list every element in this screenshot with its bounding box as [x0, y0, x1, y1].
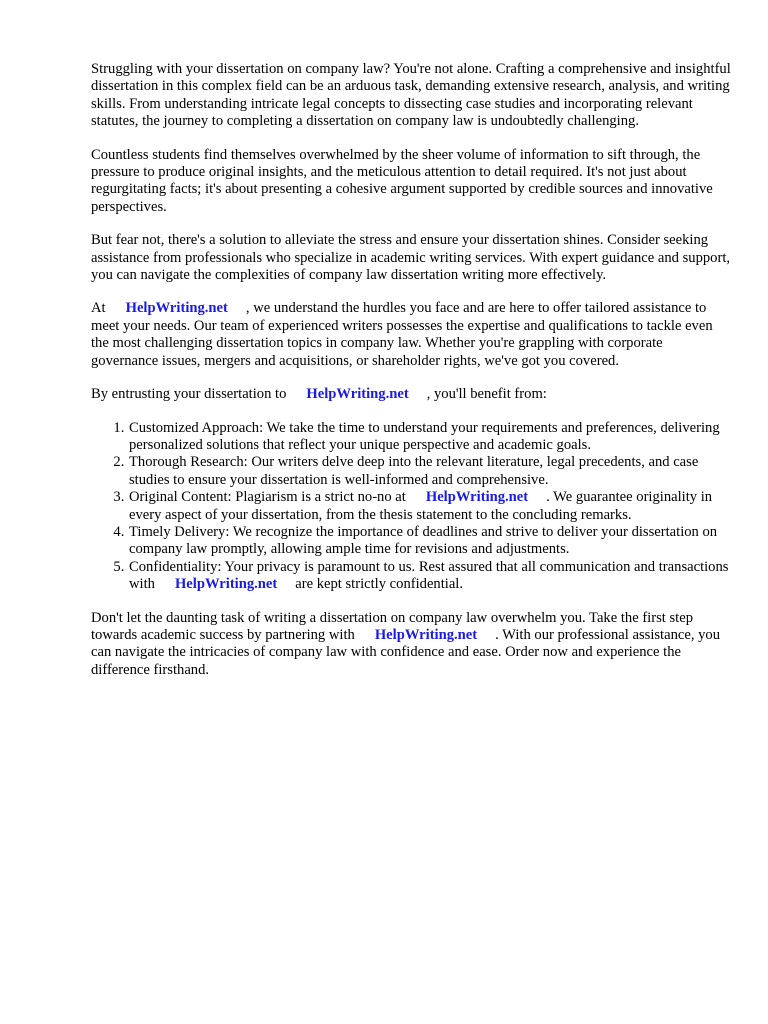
challenges-paragraph: Countless students find themselves overwhelmed by the sheer volume of information to sift through, the pressure to produce original insights, and the meticulous attention to detail required. It's not just about regurgitating facts; it's about presenting a cohesive argument supported by credible sources and innovative perspectives.	[91, 146, 713, 215]
service-paragraph	[91, 300, 731, 370]
document-body	[91, 61, 731, 695]
closing-paragraph-lead: Don't let the daunting task of writing a dissertation on company law overwhelm you. Take the first step towards academic success by partnering with	[91, 609, 693, 643]
service-paragraph-lead: At	[91, 300, 106, 317]
closing-paragraph-rest: . With our professional assistance, you can navigate the intricacies of company law with confidence and ease. Order now and experience the difference firsthand.	[91, 626, 721, 678]
benefits-intro-paragraph	[91, 386, 731, 403]
list-item: 4. Timely Delivery: We recognize the importance of deadlines and strive to deliver your dissertation on company law promptly, allowing ample time for revisions and adjustments.	[128, 524, 731, 559]
benefits-intro-rest: , you'll benefit from:	[426, 386, 547, 403]
list-item	[128, 489, 731, 524]
helpwriting-link[interactable]: HelpWriting.net	[306, 386, 409, 403]
list-item: 2. Thorough Research: Our writers delve deep into the relevant literature, legal precedents, and case studies to ensure your dissertation is well-informed and comprehensive.	[128, 454, 731, 489]
benefits-intro-lead: By entrusting your dissertation to	[91, 386, 287, 403]
helpwriting-link[interactable]: HelpWriting.net	[425, 489, 529, 506]
list-item-rest: are kept strictly confidential.	[295, 576, 464, 593]
helpwriting-link[interactable]: HelpWriting.net	[174, 576, 278, 593]
list-item-rest: . We guarantee originality in every aspect of your dissertation, from the thesis statement to the concluding remarks.	[129, 489, 713, 523]
service-paragraph-rest: , we understand the hurdles you face and are here to offer tailored assistance to meet your needs. Our team of experienced writers possesses the expertise and qualifications to tackle even the most challenging dissertation topics in company law. Whether you're grappling with corporate governance issues, mergers and acquisitions, or shareholder rights, we've got you covered.	[91, 300, 713, 369]
benefits-list	[91, 420, 731, 594]
helpwriting-link[interactable]: HelpWriting.net	[125, 300, 228, 317]
list-item	[128, 559, 731, 594]
list-item: 1. Customized Approach: We take the time to understand your requirements and preferences, delivering personalized solutions that reflect your unique perspective and academic goals.	[128, 420, 731, 455]
closing-paragraph	[91, 610, 731, 680]
list-item-lead: Confidentiality: Your privacy is paramount to us. Rest assured that all communication and transactions with	[129, 558, 729, 593]
list-item-lead: Original Content: Plagiarism is a strict no-no at	[129, 489, 406, 506]
intro-paragraph: Struggling with your dissertation on company law? You're not alone. Crafting a comprehensive and insightful dissertation in this complex field can be an arduous task, demanding extensive research, analysis, and writing skills. From understanding intricate legal concepts to dissecting case studies and incorporating relevant statutes, the journey to completing a dissertation on company law is undoubtedly challenging.	[91, 61, 731, 130]
solution-paragraph: But fear not, there's a solution to alleviate the stress and ensure your dissertation shines. Consider seeking assistance from professionals who specialize in academic writing services. With expert guidance and support, you can navigate the complexities of company law dissertation writing more effectively.	[91, 232, 731, 284]
helpwriting-link[interactable]: HelpWriting.net	[374, 626, 478, 643]
